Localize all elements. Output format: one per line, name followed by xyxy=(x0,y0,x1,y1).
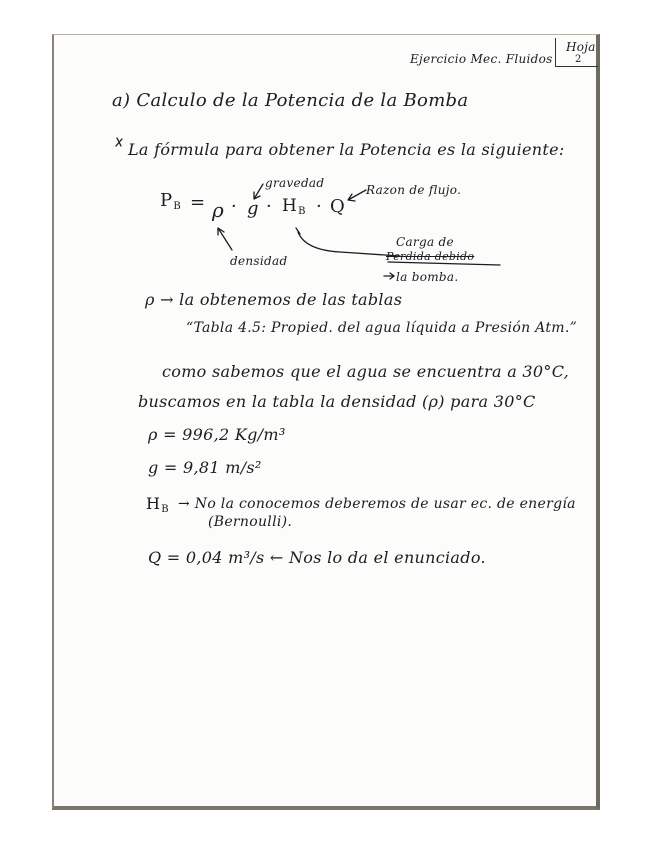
hoja-number: 2 xyxy=(575,54,582,65)
label-densidad: densidad xyxy=(230,254,288,268)
formula-dot-2: · xyxy=(266,196,273,217)
label-gravedad: gravedad xyxy=(265,176,325,190)
como-line-2: buscamos en la tabla la densidad (ρ) para 30°C xyxy=(138,392,536,411)
formula-rho: ρ xyxy=(212,198,225,222)
label-struck-text: Perdida debido xyxy=(386,250,475,263)
formula-equals: = xyxy=(190,192,206,213)
tabla-reference: “Tabla 4.5: Propied. del agua líquida a Presión Atm.” xyxy=(186,320,578,336)
intro-line: La fórmula para obtener la Potencia es la siguiente: xyxy=(128,140,565,159)
document-title: Ejercicio Mec. Fluidos xyxy=(410,52,553,66)
rho-source-line: ρ → la obtenemos de las tablas xyxy=(145,290,403,309)
hb-symbol: $H_B$ xyxy=(146,494,169,515)
formula-q: Q xyxy=(330,196,346,217)
g-value: g = 9,81 m/s² xyxy=(148,458,262,477)
hb-description: → No la conocemos deberemos de usar ec. de energía xyxy=(178,496,576,512)
section-heading: a) Calculo de la Potencia de la Bomba xyxy=(112,90,469,111)
formula-lhs: $P_B$ xyxy=(160,190,182,212)
formula-h: $H_B$ xyxy=(282,196,306,217)
label-carga-de: Carga de xyxy=(396,235,454,249)
hb-bernoulli-note: (Bernoulli). xyxy=(208,514,293,530)
rho-value: ρ = 996,2 Kg/m³ xyxy=(148,425,286,444)
q-value-line: Q = 0,04 m³/s ← Nos lo da el enunciado. xyxy=(148,548,486,567)
formula-g: g xyxy=(247,198,259,219)
como-line-1: como sabemos que el agua se encuentra a 30°C, xyxy=(162,362,570,381)
label-la-bomba: la bomba. xyxy=(396,270,459,284)
formula-dot-3: · xyxy=(316,196,323,217)
formula-dot-1: · xyxy=(231,196,238,217)
label-razon-de-flujo: Razon de flujo. xyxy=(366,183,462,197)
hoja-label: Hoja xyxy=(566,40,596,54)
